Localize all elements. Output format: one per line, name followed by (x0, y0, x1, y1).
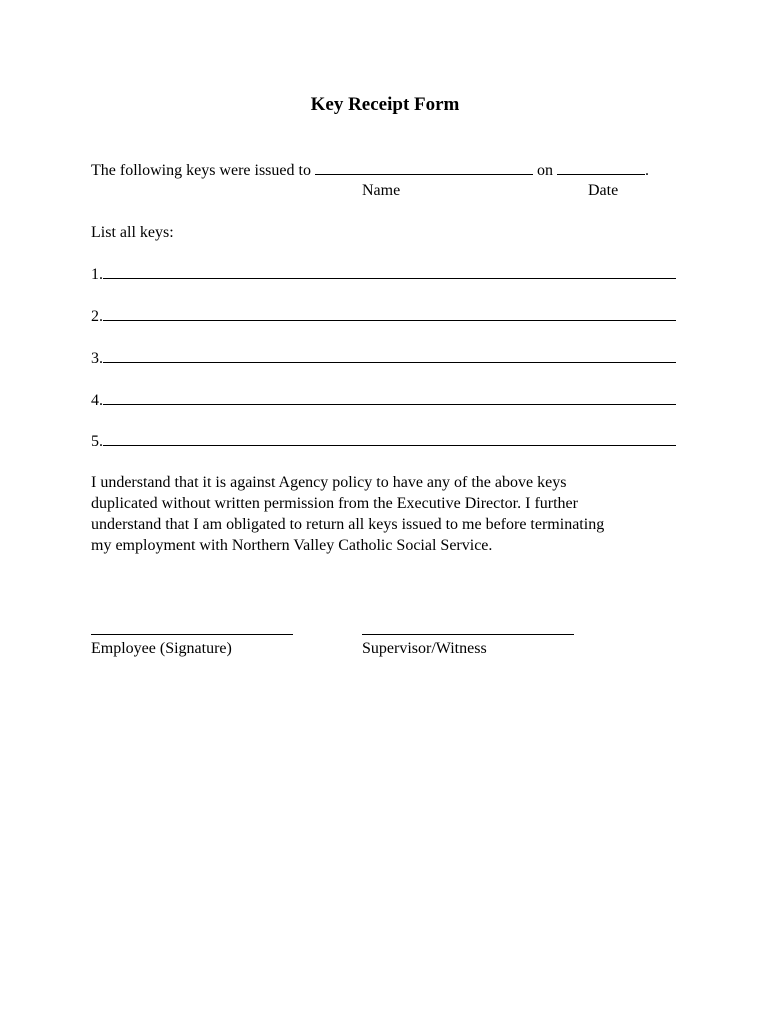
key-number: 3. (91, 350, 103, 367)
key-entry-1 (91, 264, 676, 285)
name-caption: Name (362, 182, 401, 199)
agreement-line: understand that I am obligated to return all keys issued to me before terminating (91, 516, 605, 533)
key-field-2[interactable] (103, 306, 676, 321)
name-field[interactable] (315, 160, 533, 175)
key-field-1[interactable] (103, 264, 676, 279)
date-field[interactable] (557, 160, 645, 175)
agreement-line: duplicated without written permission from the Executive Director. I further (91, 495, 578, 512)
key-field-5[interactable] (103, 431, 676, 446)
key-number: 2. (91, 308, 103, 325)
key-field-3[interactable] (103, 348, 676, 363)
employee-signature-label: Employee (Signature) (91, 640, 232, 657)
key-number: 1. (91, 266, 103, 283)
key-entry-5 (91, 431, 676, 452)
key-number: 5. (91, 433, 103, 450)
agreement-line: my employment with Northern Valley Catholic Social Service. (91, 537, 493, 554)
agreement-paragraph (91, 472, 691, 556)
agreement-line: I understand that it is against Agency policy to have any of the above keys (91, 474, 567, 491)
supervisor-witness-label: Supervisor/Witness (362, 640, 487, 657)
issued-to-prefix: The following keys were issued to (91, 162, 311, 179)
issued-to-line (91, 160, 649, 181)
list-label: List all keys: (91, 224, 174, 241)
issued-on-text: on (536, 162, 553, 179)
key-entry-2 (91, 306, 676, 327)
supervisor-signature-line[interactable] (362, 634, 574, 635)
date-caption: Date (588, 182, 619, 199)
key-entry-4 (91, 390, 676, 411)
key-entry-3 (91, 348, 676, 369)
issued-suffix: . (644, 162, 649, 179)
key-number: 4. (91, 392, 103, 409)
key-field-4[interactable] (103, 390, 676, 405)
employee-signature-line[interactable] (91, 634, 293, 635)
page-title: Key Receipt Form (310, 94, 460, 115)
